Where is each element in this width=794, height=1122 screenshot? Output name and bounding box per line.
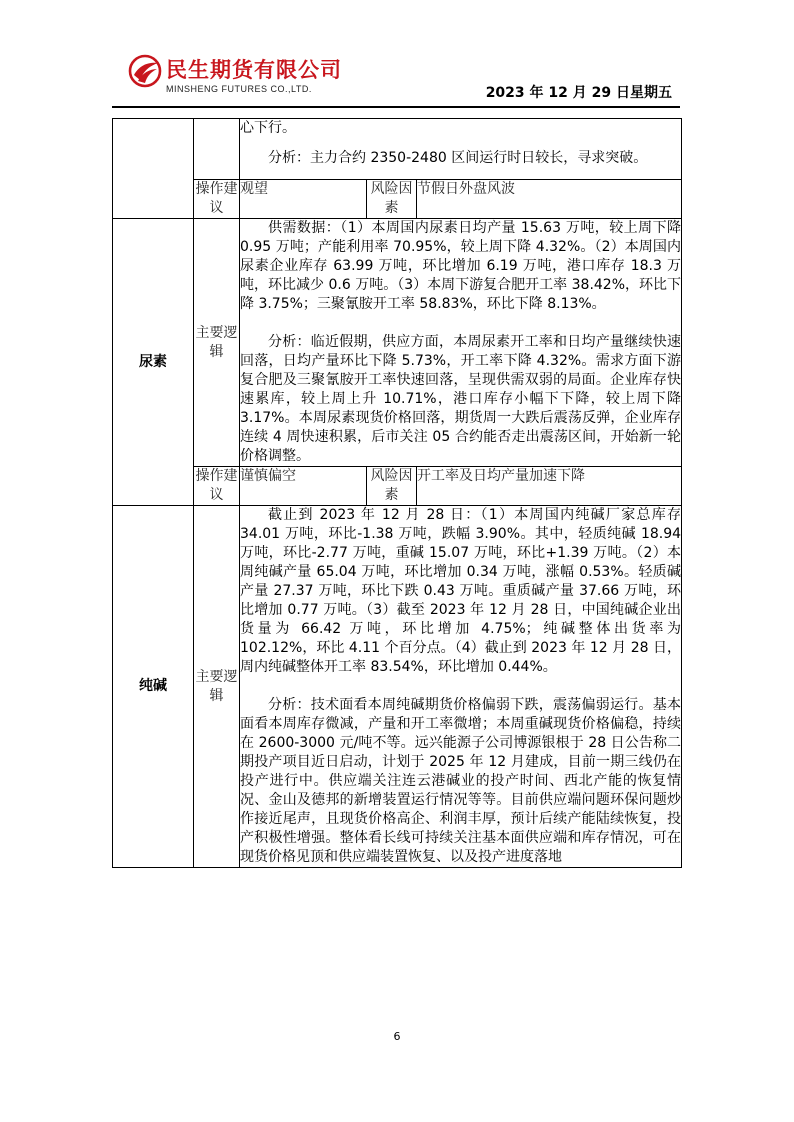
analysis-text: 分析：技术面看本周纯碱期货价格偏弱下跌，震荡偏弱运行。基本面看本周库存微减，产量和开工率微增；本周重碱现货价格偏稳，持续在 2600-3000 元/吨不等。远兴能源子公司博源银根于 28 日公告称二期投产项目近日启动，计划于 2025 年 12 月建成，目前一期三线仍在投产进行中。供应端关注连云港碱业的投产时间、西北产能的恢复情况、金山及德邦的新增装置运行情况等等。目前供应端问题环保问题炒作接近尾声，且现货价格高企、利润丰厚，预计后续产能陆续恢复，投产积极性增强。整体看长线可持续关注基本面供应端和库存情况，可在现货价格见顶和供应端装置恢复、以及投产进度落地 — [240, 697, 682, 865]
risk-value: 开工率及日均产量加速下降 — [417, 467, 682, 506]
company-logo — [128, 54, 363, 100]
table-row — [113, 506, 682, 868]
logic-label: 主要逻辑 — [194, 219, 240, 467]
logic-label: 主要逻辑 — [194, 506, 240, 868]
operation-label: 操作建议 — [194, 180, 240, 219]
category-urea: 尿素 — [113, 219, 194, 506]
risk-label: 风险因素 — [367, 467, 417, 506]
header-divider — [112, 106, 680, 108]
logic-cell — [240, 219, 682, 467]
operation-value: 谨慎偏空 — [240, 467, 367, 506]
logo-english-name: MINSHENG FUTURES CO.,LTD. — [166, 84, 312, 94]
operation-label: 操作建议 — [194, 467, 240, 506]
analysis-text: 分析：主力合约 2350-2480 区间运行时日较长，寻求突破。 — [268, 150, 648, 166]
table-row — [113, 119, 682, 180]
operation-value: 观望 — [240, 180, 367, 219]
continuation-text: 心下行。 — [240, 120, 296, 136]
risk-value: 节假日外盘风波 — [417, 180, 682, 219]
minsheng-logo-icon — [128, 54, 162, 88]
logo-chinese-name: 民生期货有限公司 — [166, 58, 342, 82]
commodity-table — [112, 118, 682, 868]
risk-label: 风险因素 — [367, 180, 417, 219]
table-row — [113, 467, 682, 506]
table-row — [113, 219, 682, 467]
data-text: 截止到 2023 年 12 月 28 日：（1）本周国内纯碱厂家总库存 34.01 万吨，环比-1.38 万吨，跌幅 3.90%。其中，轻质纯碱 18.94 万吨，环比-2.77 万吨，重碱 15.07 万吨，环比+1.39 万吨。（2）本周纯碱产量 65.04 万吨，环比增加 0.34 万吨，涨幅 0.53%。轻质碱产量 27.37 万吨，环比下跌 0.43 万吨。重质碱产量 37.66 万吨，环比增加 0.77 万吨。（3）截至 2023 年 12 月 28 日，中国纯碱企业出货量为 66.42 万吨，环比增加 4.75%；纯碱整体出货率为 102.12%，环比 4.11 个百分点。（4）截止到 2023 年 12 月 28 日，周内纯碱整体开工率 83.54%，环比增加 0.44%。 — [240, 507, 682, 675]
supply-text: 供需数据：（1）本周国内尿素日均产量 15.63 万吨，较上周下降 0.95 万吨；产能利用率 70.95%，较上周下降 4.32%。（2）本周国内尿素企业库存 63.99 万吨，环比增加 6.19 万吨，港口库存 18.3 万吨，环比减少 0.6 万吨。（3）本周下游复合肥开工率 38.42%，环比下降 3.75%；三聚氰胺开工率 58.83%，环比下降 8.13%。 — [240, 220, 682, 312]
label-cell-empty — [194, 119, 240, 180]
page-number: 6 — [393, 1030, 401, 1043]
logic-cell — [240, 506, 682, 868]
analysis-text: 分析：临近假期，供应方面，本周尿素开工率和日均产量继续快速回落，日均产量环比下降 5.73%，开工率下降 4.32%。需求方面下游复合肥及三聚氰胺开工率快速回落，呈现供需双弱的局面。企业库存快速累库，较上周上升 10.71%，港口库存小幅下下降，较上周下降 3.17%。本周尿素现货价格回落，期货周一大跌后震荡反弹，企业库存连续 4 周快速积累，后市关注 05 合约能否走出震荡区间，开始新一轮价格调整。 — [240, 334, 682, 464]
table-row — [113, 180, 682, 219]
category-soda-ash: 纯碱 — [113, 506, 194, 868]
report-date: 2023 年 12 月 29 日星期五 — [485, 85, 672, 101]
logic-cell — [240, 119, 682, 180]
category-cell-empty — [113, 119, 194, 219]
